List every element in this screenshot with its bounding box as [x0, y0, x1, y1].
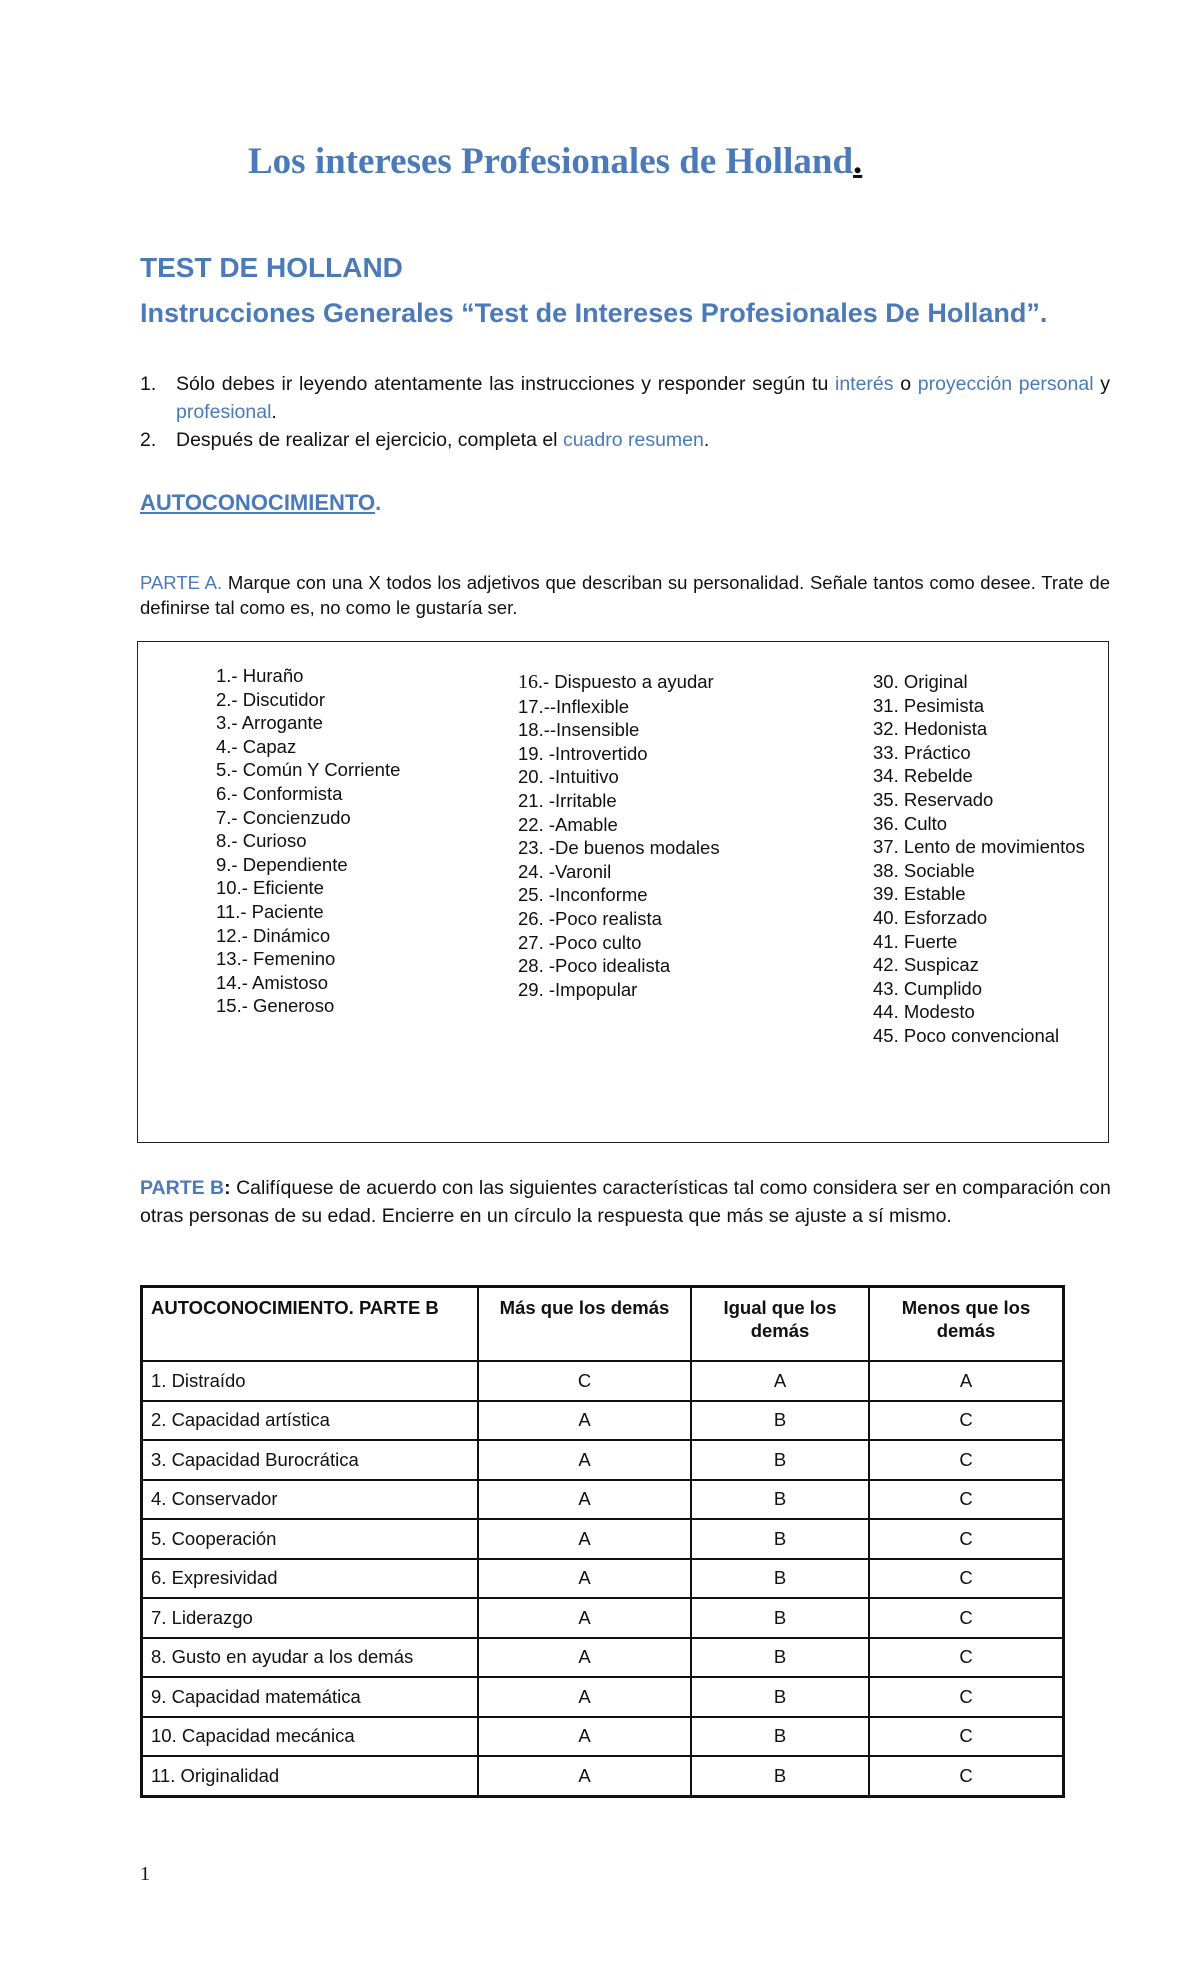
- trait-cell: 9. Capacidad matemática: [142, 1677, 479, 1717]
- table-row: [142, 1480, 1064, 1520]
- adjective-item[interactable]: 15.- Generoso: [216, 995, 335, 1017]
- adjectives-column-2: [518, 670, 720, 1001]
- parte-a-text: Marque con una X todos los adjetivos que describan su personalidad. Señale tantos como desee. Trate de definirse tal como es, no como le gustaría ser.: [140, 572, 1110, 618]
- autoconocimiento-text: AUTOCONOCIMIENTO: [140, 490, 376, 515]
- option-more-cell[interactable]: A: [478, 1480, 691, 1520]
- adjective-item[interactable]: 30. Original: [873, 671, 968, 692]
- adjective-item[interactable]: 35. Reservado: [873, 788, 994, 810]
- page-number: 1: [140, 1863, 150, 1885]
- adjective-text: - Dispuesto a ayudar: [543, 671, 714, 692]
- parte-b-text: Califíquese de acuerdo con las siguientes características tal como considera ser en comparación con otras personas de su edad. Encierre en un círculo la respuesta que más se ajuste a sí mismo.: [140, 1177, 1111, 1227]
- adjective-item[interactable]: 7.- Concienzudo: [216, 806, 351, 828]
- heading-autoconocimiento: [140, 490, 381, 516]
- instruction-text: y: [1093, 373, 1110, 395]
- option-less-cell[interactable]: C: [869, 1598, 1064, 1638]
- parte-a-paragraph: [140, 570, 1110, 620]
- option-less-cell[interactable]: C: [869, 1480, 1064, 1520]
- adjective-item[interactable]: 26. -Poco realista: [518, 907, 662, 929]
- title-text: Los intereses Profesionales de Holland: [248, 141, 854, 182]
- adjective-item[interactable]: 3.- Arrogante: [216, 712, 323, 734]
- adjective-item[interactable]: 2.- Discutidor: [216, 688, 325, 710]
- trait-cell: 8. Gusto en ayudar a los demás: [142, 1638, 479, 1678]
- adjective-item[interactable]: 43. Cumplido: [873, 977, 983, 999]
- option-more-cell[interactable]: A: [478, 1559, 691, 1599]
- header-less: Menos que los demás: [869, 1287, 1064, 1362]
- adjective-item[interactable]: 39. Estable: [873, 883, 966, 905]
- instruction-text: .: [271, 401, 277, 423]
- adjective-item[interactable]: 28. -Poco idealista: [518, 955, 671, 977]
- option-equal-cell[interactable]: B: [691, 1598, 869, 1638]
- title-dot: .: [853, 141, 863, 182]
- adjective-item[interactable]: 13.- Femenino: [216, 948, 336, 970]
- adjective-item[interactable]: 12.- Dinámico: [216, 924, 331, 946]
- option-equal-cell[interactable]: B: [691, 1480, 869, 1520]
- instructions-list: [140, 370, 1110, 454]
- header-equal: Igual que los demás: [691, 1287, 869, 1362]
- instruction-text: o: [893, 373, 918, 395]
- adjective-item[interactable]: 10.- Eficiente: [216, 877, 324, 899]
- adjective-item[interactable]: 33. Práctico: [873, 741, 971, 763]
- instruction-highlight: profesional: [176, 401, 272, 423]
- heading-instructions: Instrucciones Generales “Test de Intereses Profesionales De Holland”.: [140, 298, 1048, 328]
- instruction-number: 2.: [140, 429, 157, 451]
- adjective-number: 16.: [518, 671, 543, 693]
- adjective-item[interactable]: 17.--Inflexible: [518, 695, 630, 717]
- adjective-item[interactable]: 36. Culto: [873, 812, 948, 834]
- instruction-item-1: [140, 370, 1110, 426]
- adjectives-column-1: [216, 664, 400, 1018]
- instruction-text: Después de realizar el ejercicio, completa el: [176, 429, 563, 451]
- trait-cell: 4. Conservador: [142, 1480, 479, 1520]
- adjective-item[interactable]: 25. -Inconforme: [518, 884, 648, 906]
- table-body: [142, 1361, 1064, 1796]
- adjectives-column-3: [873, 670, 1085, 1048]
- autoconocimiento-dot: .: [375, 490, 382, 515]
- option-less-cell[interactable]: A: [869, 1361, 1064, 1401]
- adjective-item[interactable]: 23. -De buenos modales: [518, 837, 720, 859]
- document-title: [248, 140, 862, 183]
- adjective-item[interactable]: 11.- Paciente: [216, 900, 324, 922]
- trait-cell: 5. Cooperación: [142, 1519, 479, 1559]
- option-more-cell[interactable]: A: [478, 1598, 691, 1638]
- trait-cell: 7. Liderazgo: [142, 1598, 479, 1638]
- option-less-cell[interactable]: C: [869, 1717, 1064, 1757]
- header-more: Más que los demás: [478, 1287, 691, 1362]
- adjective-item[interactable]: 37. Lento de movimientos: [873, 836, 1085, 858]
- instruction-text: Sólo debes ir leyendo atentamente las instrucciones y responder según tu: [176, 373, 835, 395]
- option-less-cell[interactable]: C: [869, 1559, 1064, 1599]
- adjective-item[interactable]: 40. Esforzado: [873, 906, 988, 928]
- adjective-item[interactable]: 14.- Amistoso: [216, 971, 329, 993]
- adjective-item[interactable]: 32. Hedonista: [873, 718, 988, 740]
- table-header-row: [142, 1287, 1064, 1362]
- instruction-highlight: cuadro resumen: [562, 429, 704, 451]
- adjective-item[interactable]: 29. -Impopular: [518, 978, 638, 1000]
- option-less-cell[interactable]: C: [869, 1440, 1064, 1480]
- trait-cell: 11. Originalidad: [142, 1756, 479, 1796]
- parte-b-colon: :: [224, 1177, 231, 1199]
- adjective-item[interactable]: [518, 670, 720, 695]
- adjective-item[interactable]: 8.- Curioso: [216, 830, 307, 852]
- option-equal-cell[interactable]: B: [691, 1756, 869, 1796]
- option-equal-cell[interactable]: B: [691, 1559, 869, 1599]
- option-equal-cell[interactable]: B: [691, 1401, 869, 1441]
- option-more-cell[interactable]: A: [478, 1440, 691, 1480]
- instruction-highlight: interés: [834, 373, 894, 395]
- instruction-highlight: proyección personal: [917, 373, 1094, 395]
- heading-test: TEST DE HOLLAND: [140, 252, 403, 283]
- trait-cell: 1. Distraído: [142, 1361, 479, 1401]
- table-row: [142, 1638, 1064, 1678]
- option-equal-cell[interactable]: B: [691, 1638, 869, 1678]
- adjective-item[interactable]: 24. -Varonil: [518, 860, 612, 882]
- instruction-item-2: [140, 426, 1110, 454]
- adjective-item[interactable]: 9.- Dependiente: [216, 853, 348, 875]
- header-trait: AUTOCONOCIMIENTO. PARTE B: [142, 1287, 479, 1362]
- adjective-item[interactable]: 4.- Capaz: [216, 735, 297, 757]
- adjective-item[interactable]: 20. -Intuitivo: [518, 766, 619, 788]
- instruction-text: .: [703, 429, 710, 451]
- adjective-item[interactable]: 18.--Insensible: [518, 719, 640, 741]
- option-less-cell[interactable]: C: [869, 1519, 1064, 1559]
- option-equal-cell[interactable]: B: [691, 1717, 869, 1757]
- adjectives-box: [137, 641, 1109, 1143]
- table-row: [142, 1559, 1064, 1599]
- table-row: [142, 1401, 1064, 1441]
- adjective-item[interactable]: 1.- Huraño: [216, 665, 304, 686]
- trait-cell: 3. Capacidad Burocrática: [142, 1440, 479, 1480]
- table-row: [142, 1677, 1064, 1717]
- table-row: [142, 1717, 1064, 1757]
- trait-cell: 10. Capacidad mecánica: [142, 1717, 479, 1757]
- table-row: [142, 1440, 1064, 1480]
- adjective-item[interactable]: 34. Rebelde: [873, 765, 973, 787]
- table-row: [142, 1756, 1064, 1796]
- adjective-item[interactable]: 45. Poco convencional: [873, 1024, 1060, 1046]
- option-less-cell[interactable]: C: [869, 1638, 1064, 1678]
- adjective-item[interactable]: 38. Sociable: [873, 859, 975, 881]
- parte-a-label: PARTE A.: [140, 572, 223, 593]
- parte-b-paragraph: [140, 1174, 1115, 1230]
- option-less-cell[interactable]: C: [869, 1677, 1064, 1717]
- option-less-cell[interactable]: C: [869, 1756, 1064, 1796]
- option-more-cell[interactable]: A: [478, 1677, 691, 1717]
- option-more-cell[interactable]: A: [478, 1401, 691, 1441]
- option-more-cell[interactable]: A: [478, 1519, 691, 1559]
- trait-cell: 2. Capacidad artística: [142, 1401, 479, 1441]
- parte-b-table: [140, 1285, 1065, 1798]
- adjective-item[interactable]: 44. Modesto: [873, 1001, 975, 1023]
- option-more-cell[interactable]: C: [478, 1361, 691, 1401]
- adjective-item[interactable]: 42. Suspicaz: [873, 954, 979, 976]
- adjective-item[interactable]: 21. -Irritable: [518, 789, 617, 811]
- table-row: [142, 1598, 1064, 1638]
- trait-cell: 6. Expresividad: [142, 1559, 479, 1599]
- option-equal-cell[interactable]: B: [691, 1519, 869, 1559]
- adjective-item[interactable]: 6.- Conformista: [216, 782, 343, 804]
- adjective-item[interactable]: 27. -Poco culto: [518, 931, 642, 953]
- option-more-cell[interactable]: A: [478, 1756, 691, 1796]
- table-row: [142, 1519, 1064, 1559]
- option-more-cell[interactable]: A: [478, 1638, 691, 1678]
- option-equal-cell[interactable]: B: [691, 1677, 869, 1717]
- adjective-item[interactable]: 31. Pesimista: [873, 694, 985, 716]
- adjective-item[interactable]: 41. Fuerte: [873, 930, 958, 952]
- parte-b-label: PARTE B: [140, 1177, 225, 1199]
- option-more-cell[interactable]: A: [478, 1717, 691, 1757]
- adjective-item[interactable]: 22. -Amable: [518, 813, 618, 835]
- option-equal-cell[interactable]: A: [691, 1361, 869, 1401]
- table-row: [142, 1361, 1064, 1401]
- option-less-cell[interactable]: C: [869, 1401, 1064, 1441]
- adjective-item[interactable]: 19. -Introvertido: [518, 742, 648, 764]
- instruction-number: 1.: [140, 373, 157, 395]
- option-equal-cell[interactable]: B: [691, 1440, 869, 1480]
- adjective-item[interactable]: 5.- Común Y Corriente: [216, 759, 401, 781]
